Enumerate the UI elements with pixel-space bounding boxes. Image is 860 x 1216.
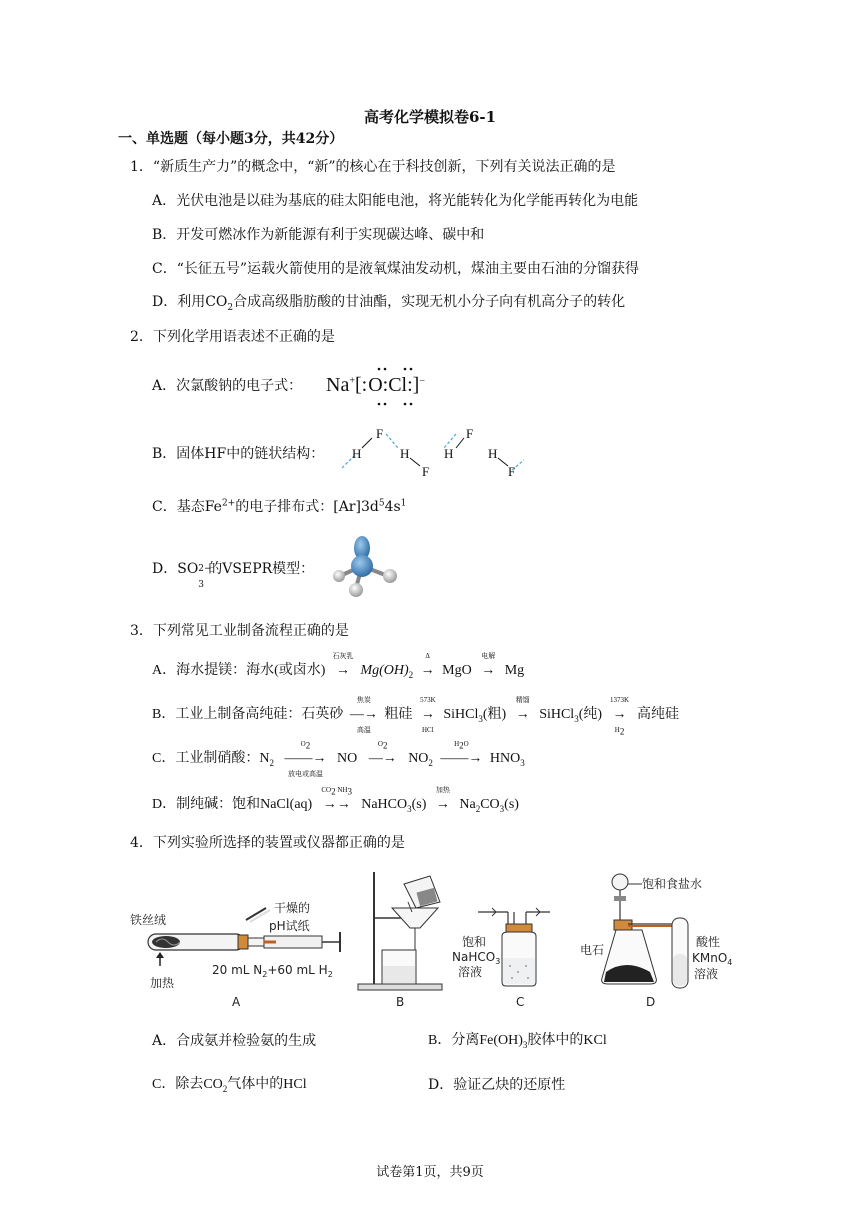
vsepr-model: [326, 532, 402, 598]
svg-text:加热: 加热: [150, 976, 175, 990]
q2-stem: 2．下列化学用语表述不正确的是: [130, 329, 335, 345]
svg-text:20 mL N2+60 mL H2: 20 mL $N_2+60$ mL $H_2$: [212, 963, 333, 979]
apparatus-b: [352, 862, 452, 1012]
h-atom: H: [352, 446, 362, 461]
section-heading: 一、单选题（每小题3分，共42分）: [118, 131, 344, 147]
svg-text:D: D: [646, 995, 656, 1009]
q1-option-d: D．利用$CO_2$合成高级脂肪酸的甘油酯，实现无机小分子向有机高分子的转化: [152, 294, 626, 313]
q2-option-a: A．次氯酸钠的电子式：: [152, 378, 303, 394]
q3-stem: 3．下列常见工业制备流程正确的是: [130, 623, 349, 639]
svg-text:KMnO4: KMnO$_4$: [692, 951, 732, 967]
q4-option-c: C．除去$CO_2$气体中的HCl: [152, 1077, 307, 1094]
q1-option-a: A．光伏电池是以硅为基底的硅太阳能电池，将光能转化为化学能再转化为电能: [152, 193, 639, 209]
q4-option-d: D．验证乙炔的还原性: [428, 1077, 566, 1093]
f-atom: F: [466, 426, 474, 441]
svg-text:B: B: [396, 995, 405, 1009]
q2-option-c: C．基态$Fe^{2+}$的电子排布式：$[Ar]3d^54s^1$: [152, 498, 407, 515]
naclo-electron-formula: Na+[:O:Cl:]−: [326, 374, 425, 396]
svg-text:铁丝绒: 铁丝绒: [130, 913, 167, 927]
q3-option-d: D．制纯碱：饱和NaCl(aq) $CO_2$ $NH_3$ →→ NaHCO$_3$(s) 加热 → $Na_2CO_3(s)$: [152, 786, 519, 815]
apparatus-c: [452, 862, 572, 1012]
apparatus-d: [576, 862, 732, 1012]
svg-text:C: C: [516, 995, 525, 1009]
svg-text:酸性: 酸性: [696, 935, 721, 949]
svg-text:pH试纸: pH试纸: [269, 919, 310, 933]
q1-option-b: B．开发可燃冰作为新能源有利于实现碳达峰、碳中和: [152, 227, 485, 243]
page-footer: 试卷第1页，共9页: [376, 1165, 484, 1180]
q3-option-a: A．海水提镁：海水(或卤水) 石灰乳 → $Mg(OH)_2$ Δ → MgO 电解 → Mg: [152, 652, 525, 681]
h-atom: H: [400, 446, 410, 461]
electron-dots: [370, 366, 430, 410]
q4-stem: 4．下列实验所选择的装置或仪器都正确的是: [130, 835, 405, 851]
h-atom: H: [488, 446, 498, 461]
q2-option-d: D．SO 2− 3 的VSEPR模型：: [152, 561, 315, 590]
svg-text:溶液: 溶液: [694, 967, 719, 981]
q4-option-b: B．分离$Fe(OH)_3$胶体中的KCl: [428, 1033, 607, 1050]
f-atom: F: [422, 464, 430, 479]
svg-text:NaHCO3: NaHCO$_3$: [452, 950, 501, 966]
f-atom: F: [508, 464, 516, 479]
svg-text:干燥的: 干燥的: [274, 901, 311, 915]
h-atom: H: [444, 446, 454, 461]
hf-chain-diagram: [338, 420, 530, 480]
svg-text:溶液: 溶液: [458, 965, 483, 979]
q1-stem: 1．“新质生产力”的概念中，“新”的核心在于科技创新，下列有关说法正确的是: [130, 159, 616, 175]
svg-text:A: A: [232, 995, 241, 1009]
q2-option-b: B．固体HF中的链状结构：: [152, 446, 325, 462]
f-atom: F: [376, 426, 384, 441]
svg-text:饱和食盐水: 饱和食盐水: [642, 877, 703, 891]
page-title: 高考化学模拟卷6-1: [363, 108, 497, 126]
q1-option-c: C．“长征五号”运载火箭使用的是液氧煤油发动机，煤油主要由石油的分馏获得: [152, 261, 640, 277]
q3-option-b: B．工业上制备高纯硅：石英砂 焦炭 —→ 高温 粗硅 573K → HCl SiHCl$_3$(粗) 精馏 → SiHCl$_3$(纯) 1373K → $H_2$ 高纯硅: [152, 696, 680, 737]
q3-option-c: C．工业制硝酸：$N_2$ $O_2$ ——→ 放电或高温 NO $O_2$ —→ $NO_2$ $H_2O$ ——→ $HNO_3$: [152, 740, 525, 779]
q4-option-a: A．合成氨并检验氨的生成: [152, 1033, 317, 1049]
apparatus-a: [126, 862, 348, 1012]
svg-text:电石: 电石: [580, 943, 605, 957]
svg-text:饱和: 饱和: [462, 935, 487, 949]
